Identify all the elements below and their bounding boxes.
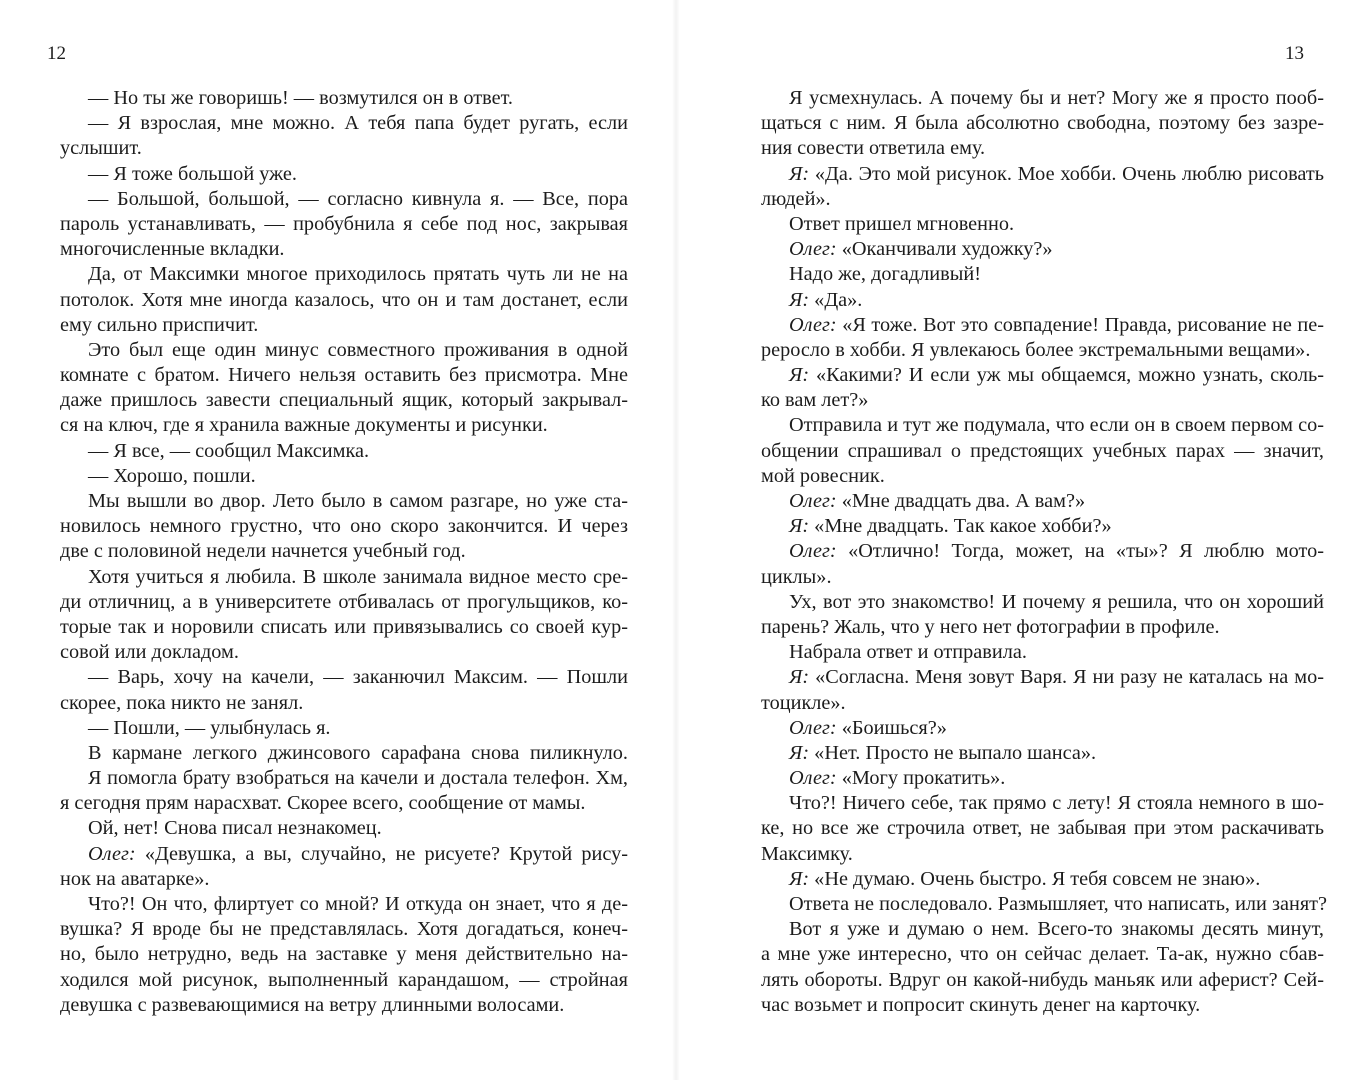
text-line bbox=[60, 816, 628, 841]
line-text: ке, но все же строчила ответ, не забывая при этом раскачивать bbox=[761, 817, 1324, 840]
text-line bbox=[60, 741, 628, 766]
text-line bbox=[60, 388, 628, 413]
text-line bbox=[761, 489, 1324, 514]
speaker-label: Олег: bbox=[789, 490, 837, 512]
line-text: Что?! Ничего себе, так прямо с лету! Я стояла немного в шо- bbox=[789, 792, 1324, 815]
line-text: «Какими? И если уж мы общаемся, можно узнать, сколь- bbox=[816, 364, 1324, 387]
speaker-label: Я: bbox=[789, 515, 810, 538]
text-line bbox=[60, 942, 628, 967]
speaker-label: Я: bbox=[789, 288, 810, 311]
text-line bbox=[60, 338, 628, 363]
page-number-right: 13 bbox=[1285, 43, 1304, 64]
text-line bbox=[761, 514, 1324, 539]
line-text: совой или докладом. bbox=[60, 641, 239, 664]
text-line bbox=[761, 338, 1324, 363]
line-text: Я помогла брату взобраться на качели и достала телефон. Хм, bbox=[88, 767, 628, 790]
line-text: «Могу прокатить». bbox=[841, 767, 1006, 790]
text-line bbox=[60, 691, 628, 716]
text-line bbox=[60, 539, 628, 564]
line-text: потолок. Хотя мне иногда казалось, что он и там достанет, если bbox=[60, 288, 628, 311]
text-line bbox=[60, 665, 628, 690]
text-line bbox=[60, 565, 628, 590]
line-text: пароль устанавливать, — пробубнила я себе под нос, закрывая bbox=[60, 212, 628, 235]
text-line bbox=[761, 968, 1324, 993]
text-line bbox=[60, 288, 628, 313]
line-text: Вот я уже и думаю о нем. Всего-то знакомы десять минут, bbox=[789, 918, 1324, 941]
text-line bbox=[60, 968, 628, 993]
line-text: две с половиной недели начнется учебный год. bbox=[60, 540, 466, 563]
line-text: а мне уже интересно, что он сейчас делает. Та-ак, нужно сбав- bbox=[761, 943, 1324, 966]
line-text: торые так и норовили списать или привязывались со своей кур- bbox=[60, 615, 628, 638]
line-text: — Я взрослая, мне можно. А тебя папа будет ругать, если bbox=[88, 112, 628, 135]
text-line bbox=[60, 212, 628, 237]
line-text: даже пришлось завести специальный ящик, который закрывал- bbox=[60, 389, 628, 412]
line-text: Отправила и тут же подумала, что если он в своем первом со- bbox=[789, 414, 1324, 437]
text-line bbox=[60, 590, 628, 615]
text-line bbox=[60, 464, 628, 489]
text-line bbox=[60, 162, 628, 187]
speaker-label: Олег: bbox=[789, 540, 837, 563]
line-text: комнате с братом. Ничего нельзя оставить без присмотра. Мне bbox=[60, 364, 628, 387]
text-line bbox=[60, 917, 628, 942]
text-line bbox=[761, 791, 1324, 816]
line-text: — Пошли, — улыбнулась я. bbox=[88, 716, 331, 739]
line-text: «Не думаю. Очень быстро. Я тебя совсем не знаю». bbox=[814, 867, 1261, 890]
text-line bbox=[60, 993, 628, 1018]
text-line bbox=[761, 892, 1328, 917]
text-line bbox=[761, 867, 1324, 892]
line-text: я сегодня прям нарасхват. Скорее всего, сообщение от мамы. bbox=[60, 792, 586, 815]
line-text: — Большой, большой, — согласно кивнула я. — Все, пора bbox=[88, 187, 628, 210]
line-text: — Но ты же говоришь! — возмутился он в ответ. bbox=[88, 87, 513, 109]
text-line bbox=[60, 716, 628, 741]
right-page-text bbox=[761, 86, 1328, 1018]
text-line bbox=[761, 313, 1324, 338]
line-text: ди отличниц, а в университете отбивалась от прогульщиков, ко- bbox=[60, 590, 628, 613]
line-text: Хотя учиться я любила. В школе занимала видное место сре- bbox=[88, 565, 628, 588]
line-text: щаться с ним. Я была абсолютно свободна, поэтому без зазре- bbox=[761, 112, 1324, 135]
line-text: «Отлично! Тогда, может, на «ты»? Я люблю мото- bbox=[848, 540, 1324, 563]
line-text: новилось немного грустно, что оно скоро закончится. И через bbox=[60, 515, 628, 538]
line-text: услышит. bbox=[60, 137, 142, 160]
text-line bbox=[761, 162, 1324, 187]
text-line bbox=[60, 489, 628, 514]
text-line bbox=[761, 766, 1324, 791]
line-text: «Мне двадцать два. А вам?» bbox=[841, 490, 1086, 512]
page-number-left: 12 bbox=[47, 43, 66, 64]
text-line bbox=[761, 363, 1324, 388]
text-line bbox=[60, 136, 628, 161]
speaker-label: Олег: bbox=[88, 842, 136, 865]
text-line bbox=[60, 842, 628, 867]
line-text: лять обороты. Вдруг он какой-нибудь маньяк или аферист? Сей- bbox=[761, 968, 1324, 991]
line-text: Что?! Он что, флиртует со мной? И откуда он знает, что я де- bbox=[88, 893, 628, 915]
text-line bbox=[761, 464, 1324, 489]
text-line bbox=[60, 262, 628, 287]
line-text: Ответа не последовало. Размышляет, что написать, или занят? bbox=[789, 893, 1328, 915]
speaker-label: Олег: bbox=[789, 767, 837, 790]
line-text: но, было нетрудно, ведь на заставке у меня действительно на- bbox=[60, 943, 628, 966]
line-text: Это был еще один минус совместного проживания в одной bbox=[88, 338, 628, 361]
text-line bbox=[761, 212, 1324, 237]
line-text: скорее, пока никто не занял. bbox=[60, 691, 304, 714]
line-text: — Я все, — сообщил Максимка. bbox=[88, 439, 370, 462]
line-text: Надо же, догадливый! bbox=[789, 263, 981, 286]
line-text: Да, от Максимки многое приходилось прятать чуть ли не на bbox=[88, 263, 628, 286]
line-text: парень? Жаль, что у него нет фотографии в профиле. bbox=[761, 615, 1220, 638]
line-text: общении спрашивал о предстоящих учебных парах — значит, bbox=[761, 439, 1324, 462]
text-line bbox=[761, 262, 1324, 287]
text-line bbox=[761, 816, 1324, 841]
text-line bbox=[60, 413, 628, 438]
line-text: «Да. Это мой рисунок. Мое хобби. Очень люблю рисовать bbox=[814, 162, 1325, 185]
line-text: людей». bbox=[761, 187, 831, 210]
line-text: В кармане легкого джинсового сарафана снова пиликнуло. bbox=[88, 741, 628, 764]
text-line bbox=[60, 867, 628, 892]
line-text: «Девушка, а вы, случайно, не рисуете? Крутой рису- bbox=[144, 842, 628, 865]
text-line bbox=[761, 842, 1324, 867]
line-text: реросло в хобби. Я увлекаюсь более экстремальными вещами». bbox=[761, 338, 1311, 361]
text-line bbox=[60, 615, 628, 640]
text-line bbox=[60, 892, 628, 917]
text-line bbox=[761, 388, 1324, 413]
left-page-text bbox=[60, 86, 628, 1018]
right-page bbox=[676, 0, 1352, 1080]
text-line bbox=[761, 917, 1324, 942]
line-text: тоцикле». bbox=[761, 691, 846, 714]
text-line bbox=[761, 993, 1324, 1018]
line-text: «Нет. Просто не выпало шанса». bbox=[814, 741, 1097, 764]
text-line bbox=[60, 791, 628, 816]
speaker-label: Я: bbox=[789, 162, 810, 185]
line-text: вушка? Я вроде бы не представлялась. Хотя догадаться, конеч- bbox=[60, 918, 628, 941]
line-text: Ответ пришел мгновенно. bbox=[789, 212, 1015, 235]
text-line bbox=[60, 313, 628, 338]
text-line bbox=[60, 766, 628, 791]
line-text: Я усмехнулась. А почему бы и нет? Могу же я просто пооб- bbox=[789, 87, 1324, 109]
line-text: ния совести ответила ему. bbox=[761, 137, 986, 160]
text-line bbox=[761, 413, 1324, 438]
text-line bbox=[60, 363, 628, 388]
speaker-label: Олег: bbox=[789, 238, 837, 261]
line-text: девушка с развевающимися на ветру длинными волосами. bbox=[60, 993, 565, 1016]
text-line bbox=[761, 187, 1324, 212]
text-line bbox=[761, 288, 1324, 313]
line-text: «Я тоже. Вот это совпадение! Правда, рисование не пе- bbox=[842, 313, 1324, 336]
line-text: — Я тоже большой уже. bbox=[88, 162, 297, 185]
line-text: — Хорошо, пошли. bbox=[88, 464, 256, 487]
line-text: многочисленные вкладки. bbox=[60, 238, 285, 261]
line-text: час возьмет и попросит скинуть денег на карточку. bbox=[761, 993, 1201, 1016]
text-line bbox=[60, 86, 628, 111]
line-text: «Согласна. Меня зовут Варя. Я ни разу не каталась на мо- bbox=[815, 666, 1324, 689]
line-text: нок на аватарке». bbox=[60, 867, 210, 890]
speaker-label: Олег: bbox=[789, 716, 837, 739]
text-line bbox=[761, 665, 1324, 690]
line-text: Ой, нет! Снова писал незнакомец. bbox=[88, 817, 382, 840]
line-text: Мы вышли во двор. Лето было в самом разгаре, но уже ста- bbox=[88, 490, 628, 512]
text-line bbox=[60, 439, 628, 464]
text-line bbox=[761, 640, 1324, 665]
line-text: «Мне двадцать. Так какое хобби?» bbox=[814, 515, 1112, 538]
text-line bbox=[761, 111, 1324, 136]
speaker-label: Я: bbox=[789, 741, 810, 764]
text-line bbox=[761, 716, 1324, 741]
text-line bbox=[761, 136, 1324, 161]
line-text: Набрала ответ и отправила. bbox=[789, 641, 1027, 664]
text-line bbox=[761, 615, 1324, 640]
speaker-label: Я: bbox=[789, 364, 810, 387]
text-line bbox=[761, 565, 1324, 590]
line-text: ходился мой рисунок, выполненный карандашом, — стройная bbox=[60, 968, 628, 991]
text-line bbox=[60, 111, 628, 136]
text-line bbox=[761, 590, 1324, 615]
line-text: циклы». bbox=[761, 565, 832, 588]
speaker-label: Олег: bbox=[789, 313, 837, 336]
line-text: «Да». bbox=[814, 288, 863, 311]
line-text: ему сильно приспичит. bbox=[60, 313, 259, 336]
speaker-label: Я: bbox=[789, 867, 810, 890]
line-text: ся на ключ, где я хранила важные документы и рисунки. bbox=[60, 414, 548, 437]
text-line bbox=[761, 539, 1324, 564]
text-line bbox=[761, 439, 1324, 464]
text-line bbox=[761, 86, 1324, 111]
text-line bbox=[60, 640, 628, 665]
line-text: «Боишься?» bbox=[841, 716, 947, 739]
line-text: «Оканчивали художку?» bbox=[841, 238, 1053, 261]
text-line bbox=[761, 237, 1324, 262]
text-line bbox=[60, 514, 628, 539]
text-line bbox=[761, 942, 1324, 967]
line-text: Максимку. bbox=[761, 842, 853, 865]
line-text: мой ровесник. bbox=[761, 464, 885, 487]
line-text: Ух, вот это знакомство! И почему я решила, что он хороший bbox=[789, 590, 1324, 613]
line-text: — Варь, хочу на качели, — заканючил Максим. — Пошли bbox=[88, 666, 628, 689]
line-text: ко вам лет?» bbox=[761, 389, 869, 412]
text-line bbox=[761, 741, 1324, 766]
text-line bbox=[60, 187, 628, 212]
text-line bbox=[761, 691, 1324, 716]
text-line bbox=[60, 237, 628, 262]
speaker-label: Я: bbox=[789, 666, 810, 689]
